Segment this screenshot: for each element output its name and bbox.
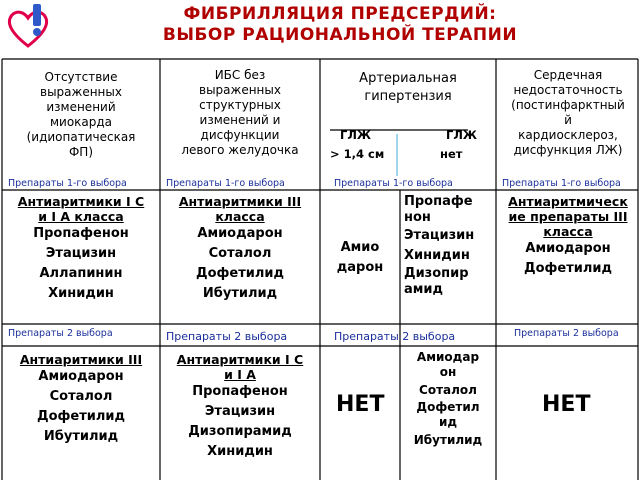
column-header-heart-failure: Сердечная недостаточность (постинфарктный й кардиосклероз, дисфункция ЛЖ) (511, 68, 625, 157)
second-choice-label-3: Препараты 2 выбора (334, 330, 456, 343)
second-choice-none-3a: НЕТ (336, 392, 385, 417)
title-line-1: ФИБРИЛЛЯЦИЯ ПРЕДСЕРДИЙ: (183, 4, 497, 24)
first-choice-cell-1: Антиаритмики I C и I A класса Пропафенон Этацизин Аллапинин Хинидин (17, 194, 145, 301)
lvh-left-label: ГЛЖ > 1,4 см (330, 128, 385, 161)
second-choice-cell-2: Антиаритмики I C и I A Пропафенон Этацизин Дизопирамид Хинидин (176, 352, 304, 459)
column-header-idiopathic: Отсутствие выраженных изменений миокарда (идиопатическая ФП) (26, 70, 136, 159)
column-header-ischemic: ИБС без выраженных структурных изменений и дисфункции левого желудочка (181, 68, 299, 157)
first-choice-cell-3b: Пропафе нон Этацизин Хинидин Дизопир амид (404, 194, 475, 297)
second-choice-label-4: Препараты 2 выбора (514, 328, 619, 339)
first-choice-label-2: Препараты 1-го выбора (166, 178, 285, 189)
lvh-right-label: ГЛЖ нет (440, 128, 477, 161)
title-line-2: ВЫБОР РАЦИОНАЛЬНОЙ ТЕРАПИИ (162, 25, 518, 45)
second-choice-label-2: Препараты 2 выбора (166, 330, 288, 343)
column-header-hypertension: Артериальная гипертензия (359, 71, 457, 104)
second-choice-label-1: Препараты 2 выбора (8, 328, 113, 339)
second-choice-none-4: НЕТ (542, 392, 591, 417)
first-choice-label-3: Препараты 1-го выбора (334, 178, 453, 189)
first-choice-label-1: Препараты 1-го выбора (8, 178, 127, 189)
first-choice-cell-2: Антиаритмики III класса Амиодарон Соталол Дофетилид Ибутилид (178, 194, 302, 301)
first-choice-label-4: Препараты 1-го выбора (502, 178, 621, 189)
first-choice-cell-4: Антиаритмическ ие препараты III класса Амиодарон Дофетилид (508, 194, 628, 276)
second-choice-cell-1: Антиаритмики III Амиодарон Соталол Дофетилид Ибутилид (19, 352, 143, 444)
first-choice-cell-3a: Амио дарон (336, 240, 384, 275)
second-choice-cell-3b: Амиодар он Соталол Дофетил ид Ибутилид (413, 350, 483, 447)
